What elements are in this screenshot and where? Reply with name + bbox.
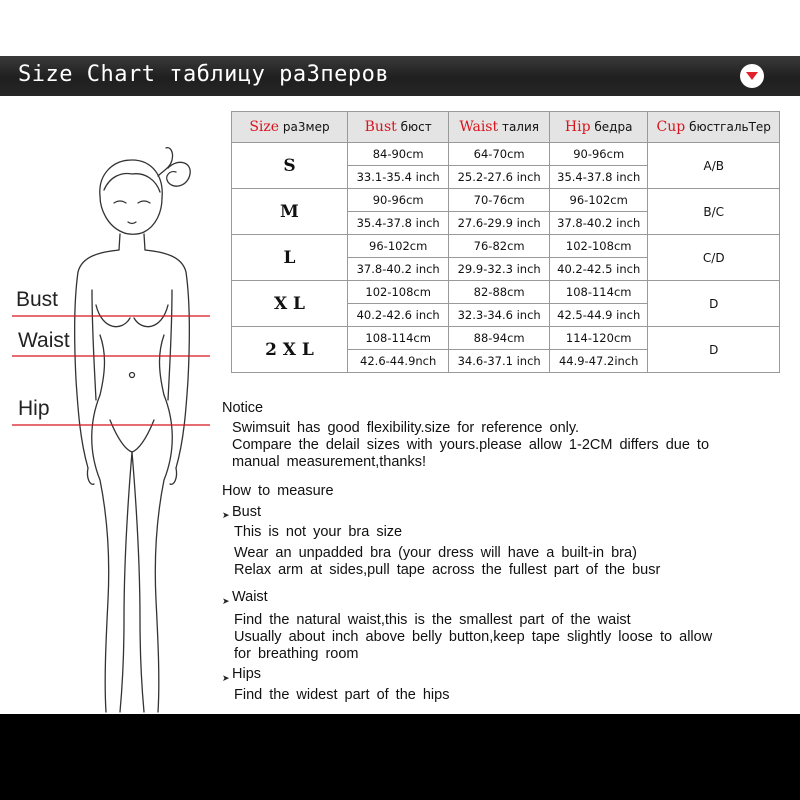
size-cell: L — [232, 235, 348, 281]
hips-heading: Hips — [232, 666, 262, 682]
waist-inch-cell: 34.6-37.1 inch — [449, 350, 550, 373]
table-row — [232, 143, 780, 166]
cup-cell: A/B — [648, 143, 780, 189]
bust-heading: Bust — [232, 504, 262, 520]
bust-inch-cell: 40.2-42.6 inch — [347, 304, 448, 327]
header-hip: Hip бедра — [549, 112, 648, 143]
hip-inch-cell: 35.4-37.8 inch — [549, 166, 648, 189]
bust-inch-cell: 33.1-35.4 inch — [347, 166, 448, 189]
waist-cm-cell: 82-88cm — [449, 281, 550, 304]
header-bust: Bust бюст — [347, 112, 448, 143]
notice-text: Swimsuit has good flexibility.size for reference only. — [232, 420, 580, 436]
header-size: Size ра3мер — [232, 112, 348, 143]
waist-cm-cell: 88-94cm — [449, 327, 550, 350]
bust-text: Relax arm at sides,pull tape across the fullest part of the busr — [234, 562, 661, 578]
hip-inch-cell: 42.5-44.9 inch — [549, 304, 648, 327]
table-row — [232, 327, 780, 350]
hip-inch-cell: 40.2-42.5 inch — [549, 258, 648, 281]
cup-cell: B/C — [648, 189, 780, 235]
arrow-right-icon: ➤ — [222, 673, 230, 683]
bust-cm-cell: 84-90cm — [347, 143, 448, 166]
table-row — [232, 235, 780, 258]
bust-cm-cell: 102-108cm — [347, 281, 448, 304]
table-header-row — [232, 112, 780, 143]
header-cup: Cup бюстгальТер — [648, 112, 780, 143]
notice-heading: Notice — [222, 400, 264, 416]
cup-cell: D — [648, 327, 780, 373]
bust-label: Bust — [16, 288, 59, 311]
size-table — [231, 111, 780, 373]
waist-inch-cell: 29.9-32.3 inch — [449, 258, 550, 281]
cup-cell: C/D — [648, 235, 780, 281]
bust-cm-cell: 108-114cm — [347, 327, 448, 350]
arrow-right-icon: ➤ — [222, 510, 230, 520]
waist-text: Find the natural waist,this is the smallest part of the waist — [234, 612, 631, 628]
hip-inch-cell: 44.9-47.2inch — [549, 350, 648, 373]
page-title: Size Chart таблицу ра3перов — [18, 62, 390, 87]
bust-cm-cell: 90-96cm — [347, 189, 448, 212]
bust-inch-cell: 42.6-44.9nch — [347, 350, 448, 373]
notice-text: Compare the delail sizes with yours.please allow 1-2CM differs due to — [232, 437, 710, 453]
hip-cm-cell: 108-114cm — [549, 281, 648, 304]
notice-text: manual measurement,thanks! — [232, 454, 427, 470]
table-row — [232, 189, 780, 212]
waist-inch-cell: 32.3-34.6 inch — [449, 304, 550, 327]
waist-inch-cell: 25.2-27.6 inch — [449, 166, 550, 189]
body-figure — [0, 120, 225, 720]
hip-inch-cell: 37.8-40.2 inch — [549, 212, 648, 235]
bust-inch-cell: 35.4-37.8 inch — [347, 212, 448, 235]
bust-cm-cell: 96-102cm — [347, 235, 448, 258]
hip-cm-cell: 96-102cm — [549, 189, 648, 212]
cup-cell: D — [648, 281, 780, 327]
waist-text: for breathing room — [234, 646, 359, 662]
arrow-right-icon: ➤ — [222, 596, 230, 606]
waist-cm-cell: 70-76cm — [449, 189, 550, 212]
waist-heading: Waist — [232, 589, 268, 605]
hip-cm-cell: 114-120cm — [549, 327, 648, 350]
bust-text: Wear an unpadded bra (your dress will have a built-in bra) — [234, 545, 637, 561]
header-waist: Waist талия — [449, 112, 550, 143]
waist-cm-cell: 76-82cm — [449, 235, 550, 258]
size-cell: 2 X L — [232, 327, 348, 373]
hip-cm-cell: 90-96cm — [549, 143, 648, 166]
how-to-measure-heading: How to measure — [222, 483, 334, 499]
size-cell: S — [232, 143, 348, 189]
waist-label: Waist — [18, 329, 70, 352]
hips-text: Find the widest part of the hips — [234, 687, 450, 703]
chevron-down-icon[interactable] — [740, 64, 764, 88]
waist-inch-cell: 27.6-29.9 inch — [449, 212, 550, 235]
table-row — [232, 281, 780, 304]
bust-text: This is not your bra size — [234, 524, 403, 540]
size-cell: M — [232, 189, 348, 235]
waist-text: Usually about inch above belly button,keep tape slightly loose to allow — [234, 629, 713, 645]
waist-cm-cell: 64-70cm — [449, 143, 550, 166]
size-cell: X L — [232, 281, 348, 327]
hip-cm-cell: 102-108cm — [549, 235, 648, 258]
size-chart-banner — [0, 56, 800, 96]
hip-label: Hip — [18, 397, 50, 420]
bust-inch-cell: 37.8-40.2 inch — [347, 258, 448, 281]
footer-bar — [0, 714, 800, 800]
